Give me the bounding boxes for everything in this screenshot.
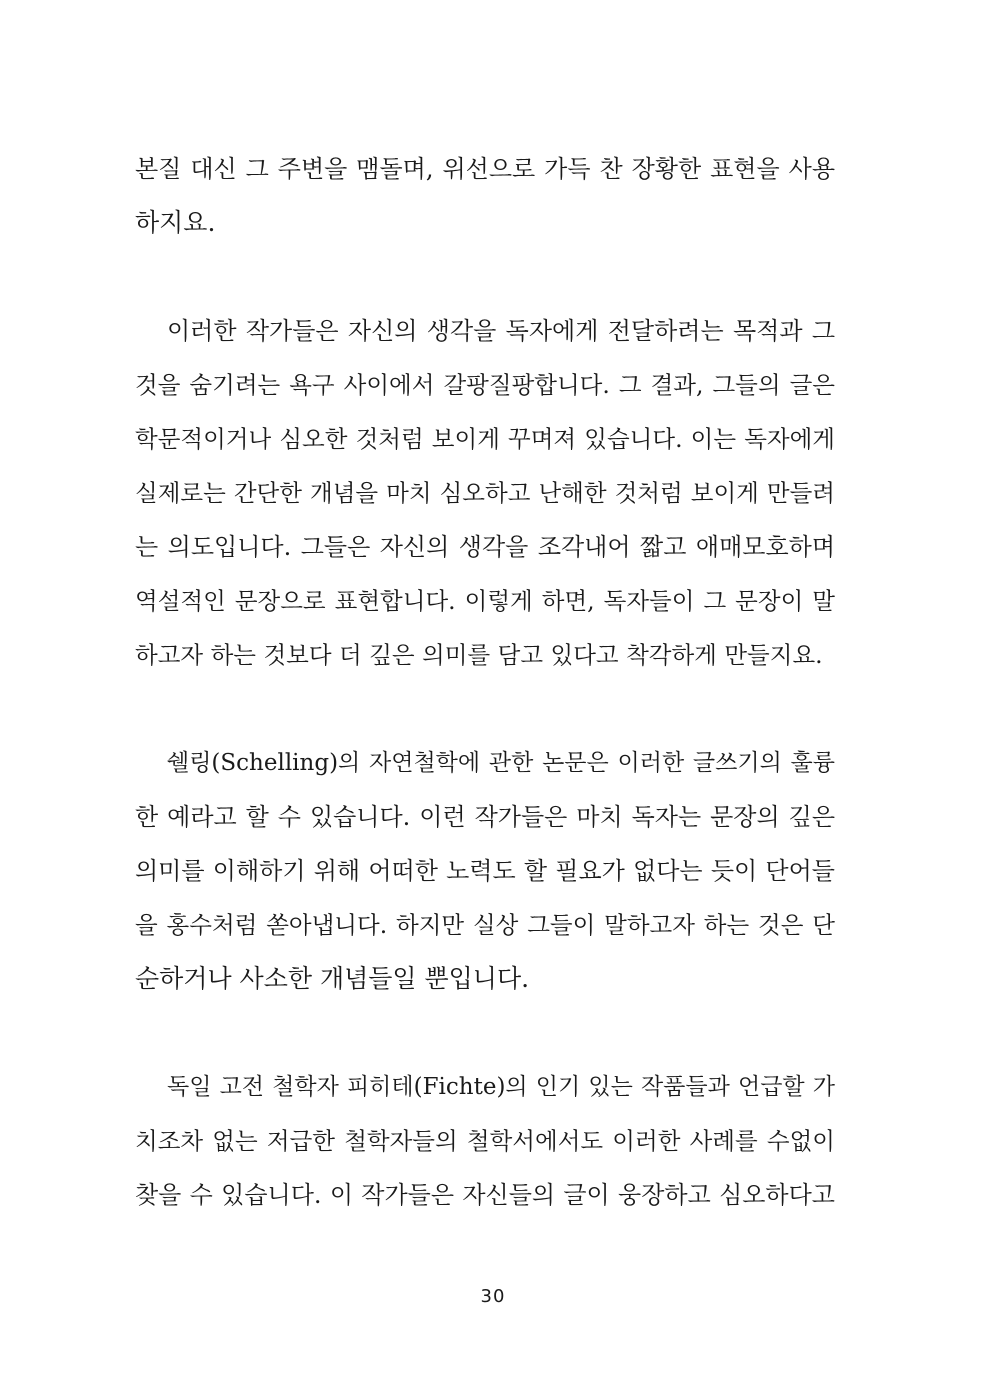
paragraph-2 [135, 304, 835, 682]
paragraph-gap [135, 1006, 835, 1060]
text-line: 역설적인 문장으로 표현합니다. 이렇게 하면, 독자들이 그 문장이 말 [135, 587, 835, 615]
paragraph-3 [135, 736, 835, 1006]
text-line: 본질 대신 그 주변을 맴돌며, 위선으로 가득 찬 장황한 표현을 사용 [135, 155, 835, 183]
text-line: 치조차 없는 저급한 철학자들의 철학서에서도 이러한 사례를 수없이 [135, 1127, 835, 1155]
paragraph-gap [135, 682, 835, 736]
paragraph-1 [135, 142, 835, 250]
text-line: 하고자 하는 것보다 더 깊은 의미를 담고 있다고 착각하게 만들지요. [135, 641, 823, 669]
body-text [135, 142, 835, 1222]
text-line: 이러한 작가들은 자신의 생각을 독자에게 전달하려는 목적과 그 [167, 317, 835, 345]
text-line: 학문적이거나 심오한 것처럼 보이게 꾸며져 있습니다. 이는 독자에게 [135, 425, 835, 453]
page-number: 30 [480, 1286, 506, 1307]
paragraph-4 [135, 1060, 835, 1222]
text-line: 독일 고전 철학자 피히테(Fichte)의 인기 있는 작품들과 언급할 가 [167, 1074, 835, 1100]
text-line: 한 예라고 할 수 있습니다. 이런 작가들은 마치 독자는 문장의 깊은 [135, 803, 835, 831]
text-line: 것을 숨기려는 욕구 사이에서 갈팡질팡합니다. 그 결과, 그들의 글은 [135, 371, 835, 399]
text-line: 순하거나 사소한 개념들일 뿐입니다. [135, 964, 530, 993]
text-line: 찾을 수 있습니다. 이 작가들은 자신들의 글이 웅장하고 심오하다고 [135, 1181, 835, 1209]
text-line: 실제로는 간단한 개념을 마치 심오하고 난해한 것처럼 보이게 만들려 [135, 479, 835, 507]
text-line: 는 의도입니다. 그들은 자신의 생각을 조각내어 짧고 애매모호하며 [135, 533, 835, 561]
text-line: 을 홍수처럼 쏟아냅니다. 하지만 실상 그들이 말하고자 하는 것은 단 [135, 911, 835, 939]
paragraph-gap [135, 250, 835, 304]
text-line: 하지요. [135, 208, 216, 237]
text-line: 의미를 이해하기 위해 어떠한 노력도 할 필요가 없다는 듯이 단어들 [135, 857, 835, 885]
text-line: 쉘링(Schelling)의 자연철학에 관한 논문은 이러한 글쓰기의 훌륭 [167, 750, 835, 776]
